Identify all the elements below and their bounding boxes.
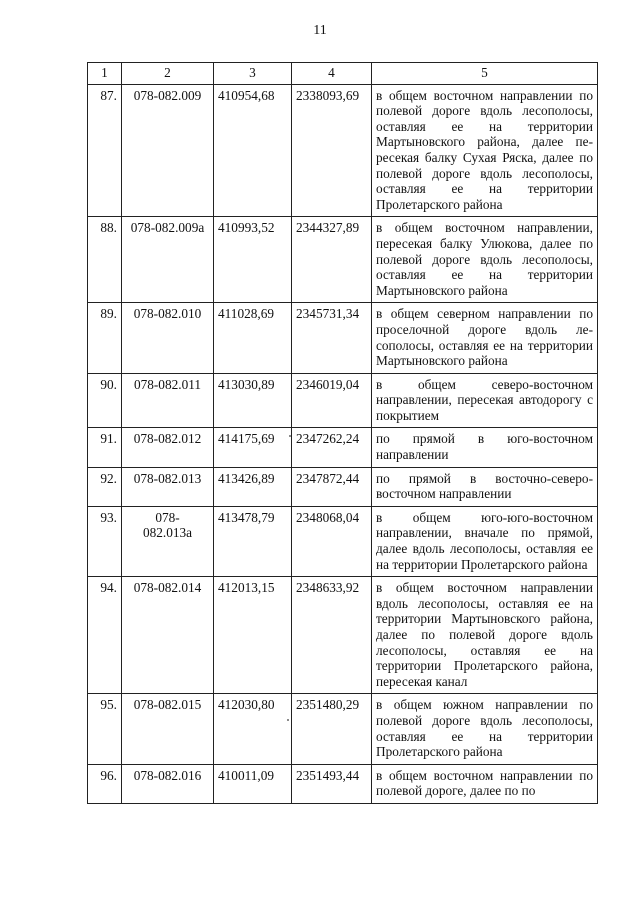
table-row: [88, 84, 598, 217]
row-number: 88.: [88, 217, 122, 303]
boundary-description: в общем южном направлении по полевой дороге вдоль лесополосы, оставляя ее на территории Пролетарского района: [372, 694, 598, 764]
boundary-description: по прямой в восточно-северовосточном направлении: [372, 467, 598, 506]
coordinate-x: 413030,89: [214, 373, 292, 428]
point-code: 078-082.009: [122, 84, 214, 217]
boundary-description: в общем восточном направлении, пересекая балку Улюкова, далее по полевой дороге вдоль лесополосы, оставляя ее на территории Мартыновского района: [372, 217, 598, 303]
row-number: 94.: [88, 577, 122, 694]
coordinate-y: 2346019,04: [292, 373, 372, 428]
point-code: 078-082.016: [122, 764, 214, 803]
boundary-description: в общем восточном направлении вдоль лесополосы, оставляя ее на территории Мартыновского района, далее по полевой дороге вдоль лесополосы, оставляя ее на территории Пролетарского района, пересекая канал: [372, 577, 598, 694]
row-number: 92.: [88, 467, 122, 506]
row-number: 96.: [88, 764, 122, 803]
coordinate-y: 2347262,24: [292, 428, 372, 467]
boundary-description: в общем северном направлении по проселочной дороге вдоль лесополосы, оставляя ее на территории Мартыновского района: [372, 303, 598, 373]
row-number: 90.: [88, 373, 122, 428]
page-number: 11: [313, 23, 327, 38]
row-number: 89.: [88, 303, 122, 373]
coordinate-x: 411028,69: [214, 303, 292, 373]
point-code: 078-082.013: [122, 467, 214, 506]
coordinate-x: 414175,69: [214, 428, 292, 467]
table-row: [88, 303, 598, 373]
table-header-row: [88, 63, 598, 85]
boundary-description: в общем юго-юго-восточном направлении, вначале по прямой, далее вдоль лесополосы, оставляя ее на территории Пролетарского района: [372, 506, 598, 576]
point-code: 078-082.010: [122, 303, 214, 373]
point-code: 078-082.011: [122, 373, 214, 428]
point-code: 078-082.014: [122, 577, 214, 694]
header-cell: 5: [372, 63, 598, 85]
coordinate-x: 413478,79: [214, 506, 292, 576]
coordinate-x: 412030,80: [214, 694, 292, 764]
point-code: 078-082.009a: [122, 217, 214, 303]
coordinate-y: 2344327,89: [292, 217, 372, 303]
boundary-points-table: [87, 62, 598, 804]
coordinate-y: 2338093,69: [292, 84, 372, 217]
header-cell: 2: [122, 63, 214, 85]
coordinate-y: 2347872,44: [292, 467, 372, 506]
coordinate-y: 2351493,44: [292, 764, 372, 803]
header-cell: 1: [88, 63, 122, 85]
row-number: 95.: [88, 694, 122, 764]
coordinate-x: 410011,09: [214, 764, 292, 803]
table-row: [88, 764, 598, 803]
header-cell: 3: [214, 63, 292, 85]
header-cell: 4: [292, 63, 372, 85]
table-row: [88, 217, 598, 303]
boundary-description: в общем северо-восточном направлении, пересекая автодорогу с покрытием: [372, 373, 598, 428]
boundary-description: в общем восточном направлении по полевой дороге вдоль лесополосы, оставляя ее на территории Мартыновского района, далее пересекая балку Сухая Ряска, далее по полевой дороге вдоль лесополосы, оставляя ее на территории Пролетарского района: [372, 84, 598, 217]
table-row: [88, 577, 598, 694]
table-row: [88, 467, 598, 506]
scan-artifact: [287, 719, 289, 721]
coordinate-y: 2348068,04: [292, 506, 372, 576]
table-row: [88, 428, 598, 467]
point-code: 078-082.015: [122, 694, 214, 764]
coordinate-x: 412013,15: [214, 577, 292, 694]
coordinate-y: 2348633,92: [292, 577, 372, 694]
table-row: [88, 694, 598, 764]
coordinate-x: 410954,68: [214, 84, 292, 217]
coordinate-y: 2351480,29: [292, 694, 372, 764]
table-row: [88, 506, 598, 576]
coordinate-x: 413426,89: [214, 467, 292, 506]
point-code: 078- 082.013a: [122, 506, 214, 576]
row-number: 93.: [88, 506, 122, 576]
row-number: 87.: [88, 84, 122, 217]
scan-artifact: [289, 435, 291, 437]
row-number: 91.: [88, 428, 122, 467]
point-code: 078-082.012: [122, 428, 214, 467]
coordinate-y: 2345731,34: [292, 303, 372, 373]
coordinate-x: 410993,52: [214, 217, 292, 303]
boundary-description: по прямой в юго-восточном направлении: [372, 428, 598, 467]
boundary-description: в общем восточном направлении по полевой дороге, далее по по: [372, 764, 598, 803]
table-row: [88, 373, 598, 428]
